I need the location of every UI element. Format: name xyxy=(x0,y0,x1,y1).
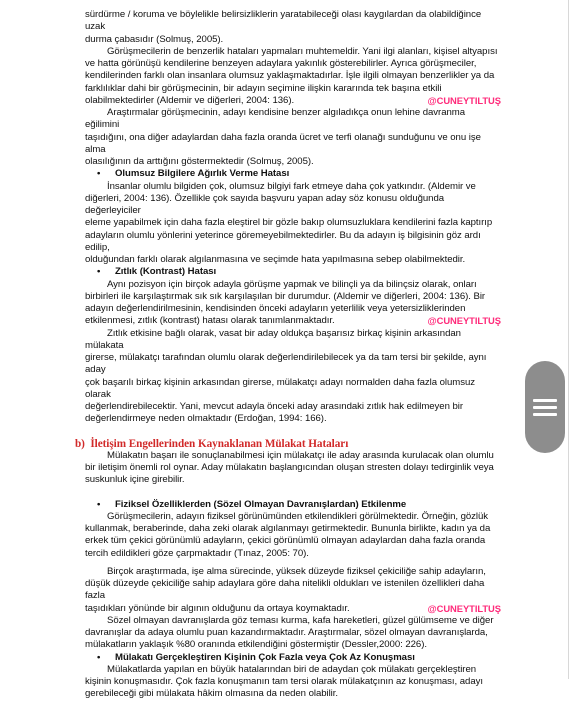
section-heading xyxy=(75,438,501,450)
text-line: olduğundan farklı olarak algılanmasına ve seçimde hata yapılmasına sebep olabilmektedir. xyxy=(85,254,466,265)
bullet-icon: • xyxy=(97,266,101,278)
text-line-with-tag xyxy=(85,315,501,327)
text-line: davranışlar da adaya olumlu puan kazandırmaktadır. Araştırmalar, sözel olmayan davranışlarda, xyxy=(85,627,488,638)
text-line: farklılıklar dahi bir görüşmecinin, bir adayın seçimine ilişkin kararında tek başına etkili xyxy=(85,82,442,94)
section-title: İletişim Engellerinden Kaynaklanan Mülakat Hataları xyxy=(90,437,349,450)
text-line: Sözel olmayan davranışlarda göz teması kurma, kafa hareketleri, güzel gülümseme ve diğer xyxy=(107,614,494,626)
text-line: adayların olumlu yönlerini yeterince göremeyebilmektedirler. Bu da adayın iş bilgisinin göz ardı edilip, xyxy=(85,229,481,253)
text-line: kişinin konuşmasıdır. Çok fazla konuşmanın tam tersi olarak mülakatçının az konuşması, adayı xyxy=(85,676,483,687)
text-line: sürdürme / koruma ve böylelikle belirsizliklerin yaratabileceği olası kaygılardan da olabildiğince uzak xyxy=(85,9,482,33)
text-line: erkek tüm çekici görünümlü adayların, çekici görünümlü olmayan adaylardan daha fazla oranda xyxy=(85,535,486,547)
document-body xyxy=(75,9,501,701)
text-line-with-tag xyxy=(85,95,501,107)
bullet-heading-label: Mülakatı Gerçekleştiren Kişinin Çok Fazla veya Çok Az Konuşması xyxy=(115,651,415,663)
text-line: etkilenmesi, zıtlık (kontrast) hatası olarak tanımlanmaktadır. xyxy=(85,315,335,327)
bullet-icon: • xyxy=(97,498,101,510)
section-marker: b) xyxy=(75,437,85,450)
text-line: bir iletişim önemli rol oynar. Aday mülakatın başlangıcından oluşan stresten dolayı tedirginlik veya xyxy=(85,462,494,473)
bullet-heading xyxy=(85,266,501,278)
text-line: tercih edildikleri göze çarpmaktadır (Tınaz, 2005: 70). xyxy=(85,547,309,559)
text-line: suskunluk içine girebilir. xyxy=(85,474,185,486)
brand-watermark: @CUNEYTILTUŞ xyxy=(427,94,501,106)
bullet-heading-label: Zıtlık (Kontrast) Hatası xyxy=(115,266,217,278)
text-line: çok başarılı birkaç kişinin arkasından girerse, mülakatçı adayı normalden daha fazla olumsuz olarak xyxy=(85,376,476,400)
text-line: değerlendirebilecektir. Yani, mevcut adayla önceki aday arasındaki zıtlık hak edilmeyen bir xyxy=(85,401,463,412)
bullet-heading-label: Olumsuz Bilgilere Ağırlık Verme Hatası xyxy=(115,168,290,180)
text-line: taşıdıkları yönünde bir algının olduğunu da ortaya koymaktadır. xyxy=(85,602,350,614)
brand-watermark: @CUNEYTILTUŞ xyxy=(427,315,501,327)
text-line: Görüşmecilerin, adayın fiziksel görünümünden etkilendikleri görülmektedir. Örneğin, gözlük xyxy=(107,510,489,522)
text-line: Araştırmalar görüşmecinin, adayı kendisine benzer algıladıkça onun lehine davranma eğilimini xyxy=(85,107,465,131)
text-line: girerse, mülakatçı tarafından olumlu olarak değerlendirilebilecek ya da tam tersi bir şekilde, aynı aday xyxy=(85,352,487,376)
text-line: Zıtlık etkisine bağlı olarak, vasat bir aday oldukça başarısız birkaç kişinin arkasından mülakata xyxy=(85,327,461,351)
text-line: eleme yapabilmek için daha fazla eleştirel bir gözle bakıp olumsuzluklara kendilerini fazla kaptırıp xyxy=(85,217,493,229)
text-line: Aynı pozisyon için birçok adayla görüşme yapmak ve bilinçli ya da bilinçsiz olarak, onları xyxy=(107,278,477,290)
text-line: İnsanlar olumlu bilgiden çok, olumsuz bilgiyi fark etmeye daha çok yatkındır. (Aldemir ve xyxy=(107,180,476,192)
text-line-with-tag xyxy=(85,603,501,615)
bullet-icon: • xyxy=(97,168,101,180)
text-line: durma çabasıdır (Solmuş, 2005). xyxy=(85,33,224,45)
text-line: birbirleri ile karşılaştırmak sık sık karşılaşılan bir durumdur. (Aldemir ve diğerleri, 2004: 136). Bir xyxy=(85,290,486,302)
text-line: değerlendirmeye neden olmaktadır (Erdoğan, 1994: 166). xyxy=(85,413,327,425)
scroll-handle[interactable] xyxy=(525,361,565,453)
bullet-icon: • xyxy=(97,651,101,663)
text-line: Mülakatın başarı ile sonuçlanabilmesi için mülakatçı ile aday arasında kurulacak olan olumlu xyxy=(107,449,494,461)
text-line: kullanmak, beraberinde, daha zeki olarak algılanmayı getirmektedir. Bununla birlikte, kadın ya da xyxy=(85,523,491,534)
bullet-heading xyxy=(85,499,501,511)
text-line: Görüşmecilerin de benzerlik hataları yapmaları muhtemeldir. Yani ilgi alanları, kişisel altyapısı xyxy=(107,45,498,57)
text-line: gerebileceği gibi mülakata hâkim olmasına da neden olabilir. xyxy=(85,688,338,700)
text-line: diğerleri, 2004: 136). Özellikle çok sayıda başvuru yapan aday söz konusu olduğunda değerleyiciler xyxy=(85,192,445,216)
text-line: kendilerinden farklı olan insanlara olumsuz yaklaşmaktadırlar. İşle ilgili olmayan benzerlikler ya da xyxy=(85,70,495,82)
text-line: ve hatta görünüşü kendilerine benzeyen adaylara yakınlık gösterebilirler. Ayrıca görüşmeciler, xyxy=(85,58,477,69)
text-line: olabilmektedirler (Aldemir ve diğerleri, 2004: 136). xyxy=(85,94,295,106)
text-line: olasılığının da arttığını göstermektedir (Solmuş, 2005). xyxy=(85,156,314,167)
bullet-heading xyxy=(85,652,501,664)
text-line: Birçok araştırmada, işe alma sürecinde, yüksek düzeyde fiziksel çekiciliğe sahip adayların, xyxy=(107,565,486,577)
bullet-heading-label: Fiziksel Özelliklerden (Sözel Olmayan Davranışlardan) Etkilenme xyxy=(115,498,407,510)
text-line: adayın değerlendirilmesinin, kendisinden önceki adayların yeterlilik veya yetersizliklerinden xyxy=(85,303,466,314)
brand-watermark: @CUNEYTILTUŞ xyxy=(427,602,501,614)
text-line: Mülakatlarda yapılan en büyük hatalarından biri de adaydan çok mülakatı gerçekleştiren xyxy=(107,663,477,675)
bullet-heading xyxy=(85,168,501,180)
text-line: düşük düzeyde çekiciliğe sahip adaylara göre daha nitelikli oldukları ve istenilen özellikleri daha fazla xyxy=(85,578,485,602)
text-line: taşıdığını, ona diğer adaylardan daha fazla oranda ücret ve terfi olanağı sunduğunu ve onu işe alma xyxy=(85,131,481,155)
text-line: mülakatların yaklaşık %80 oranında etkilendiğini göstermiştir (Dessler,2000: 226). xyxy=(85,639,427,651)
